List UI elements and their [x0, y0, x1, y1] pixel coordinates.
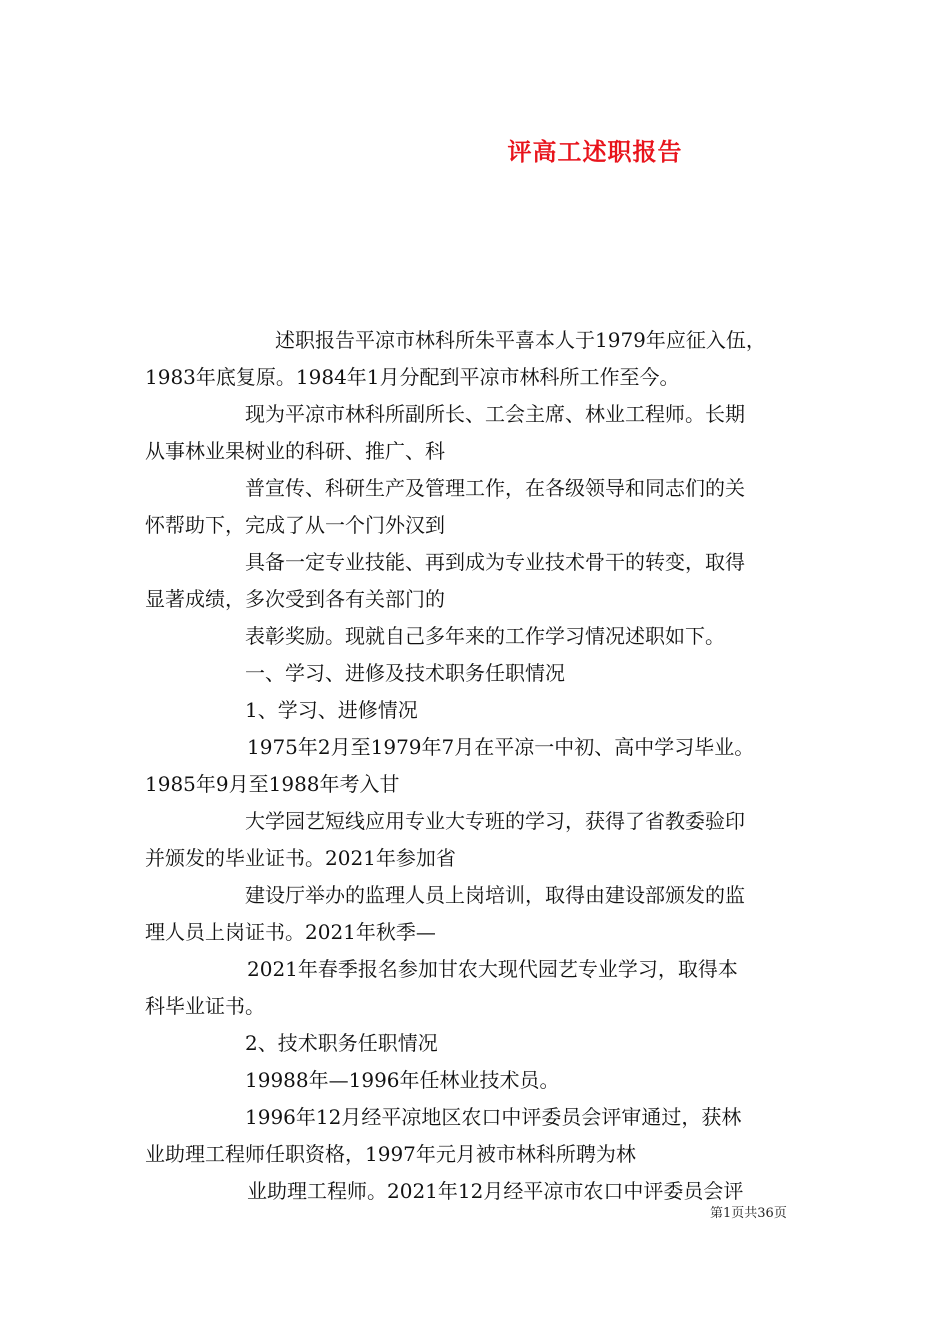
paragraph-continuation: 显著成绩，多次受到各有关部门的 — [145, 587, 445, 611]
paragraph-first-line: 表彰奖励。现就自己多年来的工作学习情况述职如下。 — [245, 624, 725, 648]
paragraph-continuation: 并颁发的毕业证书。2021年参加省 — [145, 846, 456, 870]
paragraph-first-line: 2021年春季报名参加甘农大现代园艺专业学习，取得本 — [247, 957, 738, 981]
document-body — [145, 322, 810, 1210]
paragraph-first-line: 现为平凉市林科所副所长、工会主席、林业工程师。长期 — [245, 402, 745, 426]
paragraph — [145, 729, 810, 803]
paragraph-continuation: 科毕业证书。 — [145, 994, 265, 1018]
paragraph-first-line: 述职报告平凉市林科所朱平喜本人于1979年应征入伍， — [275, 328, 766, 352]
paragraph-first-line: 1996年12月经平凉地区农口中评委员会评审通过，获林 — [245, 1105, 742, 1129]
paragraph-continuation: 1983年底复原。1984年1月分配到平凉市林科所工作至今。 — [145, 365, 680, 389]
paragraph-first-line: 建设厅举办的监理人员上岗培训，取得由建设部颁发的监 — [245, 883, 745, 907]
paragraph-continuation: 理人员上岗证书。2021年秋季— — [145, 920, 436, 944]
paragraph-first-line: 19988年—1996年任林业技术员。 — [245, 1068, 560, 1092]
subsection-heading — [145, 1025, 810, 1062]
page-number-footer: 第1页共36页 — [710, 1206, 787, 1221]
paragraph — [145, 544, 810, 618]
paragraph — [145, 803, 810, 877]
paragraph-first-line: 业助理工程师。2021年12月经平凉市农口中评委员会评 — [247, 1179, 744, 1203]
paragraph — [145, 951, 810, 1025]
paragraph-continuation: 怀帮助下，完成了从一个门外汉到 — [145, 513, 445, 537]
paragraph-first-line: 普宣传、科研生产及管理工作，在各级领导和同志们的关 — [245, 476, 745, 500]
subsection-heading-text: 2、技术职务任职情况 — [245, 1031, 438, 1055]
section-heading-text: 一、学习、进修及技术职务任职情况 — [245, 661, 565, 685]
paragraph-first-line: 大学园艺短线应用专业大专班的学习，获得了省教委验印 — [245, 809, 745, 833]
paragraph-continuation: 从事林业果树业的科研、推广、科 — [145, 439, 445, 463]
paragraph — [145, 470, 810, 544]
paragraph — [145, 1062, 810, 1099]
paragraph — [145, 322, 810, 396]
paragraph-continuation: 业助理工程师任职资格，1997年元月被市林科所聘为林 — [145, 1142, 636, 1166]
paragraph — [145, 1099, 810, 1173]
paragraph-continuation: 1985年9月至1988年考入甘 — [145, 772, 400, 796]
paragraph — [145, 396, 810, 470]
paragraph-first-line: 1975年2月至1979年7月在平凉一中初、高中学习毕业。 — [247, 735, 755, 759]
paragraph — [145, 877, 810, 951]
section-heading — [145, 655, 810, 692]
subsection-heading — [145, 692, 810, 729]
paragraph-first-line: 具备一定专业技能、再到成为专业技术骨干的转变，取得 — [245, 550, 745, 574]
document-title: 评高工述职报告 — [507, 137, 683, 166]
subsection-heading-text: 1、学习、进修情况 — [245, 698, 418, 722]
paragraph — [145, 618, 810, 655]
